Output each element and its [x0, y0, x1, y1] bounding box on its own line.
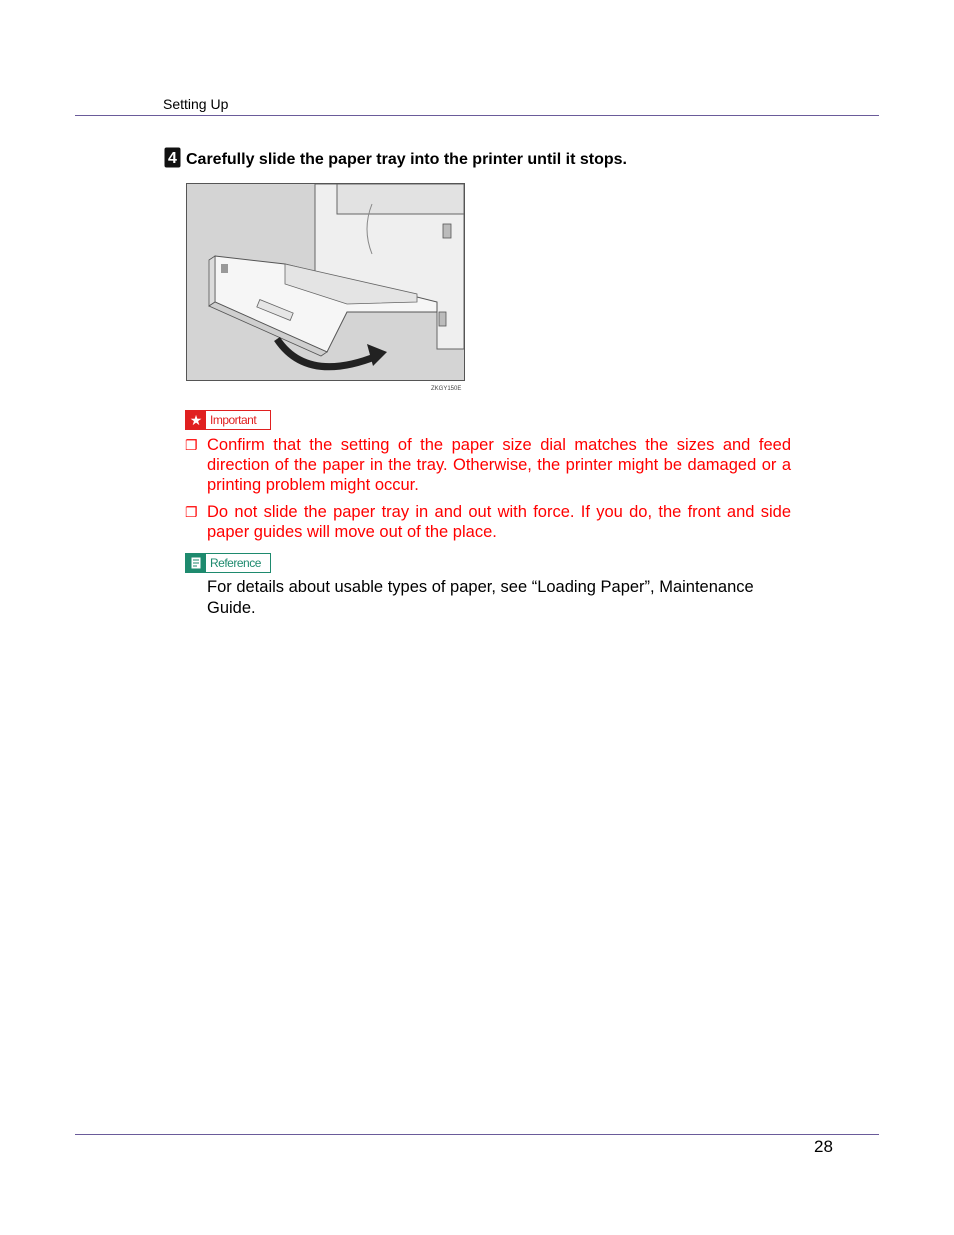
important-item-text: Do not slide the paper tray in and out with force. If you do, the front and side paper guides will move out of the place. [207, 503, 791, 541]
running-header: Setting Up [163, 96, 229, 112]
star-icon: ★ [186, 411, 206, 429]
important-item [185, 502, 791, 542]
step-number-badge [164, 147, 181, 168]
important-badge [185, 410, 271, 430]
footer-rule [75, 1134, 879, 1135]
page-number: 28 [814, 1137, 833, 1156]
header-rule [75, 115, 879, 116]
step-instruction: Carefully slide the paper tray into the printer until it stops. [186, 151, 627, 168]
important-item-text: Confirm that the setting of the paper size dial matches the sizes and feed direction of the paper in the tray. Otherwise, the printer might be damaged or a printing problem might occur. [207, 436, 791, 494]
checkbox-bullet-icon: ❐ [185, 437, 198, 453]
printer-tray-drawing [187, 184, 464, 380]
step-number: 4 [168, 150, 177, 167]
reference-label: Reference [206, 554, 270, 572]
reference-text: For details about usable types of paper, see “Loading Paper”, Maintenance Guide. [207, 578, 754, 617]
important-label: Important [206, 411, 270, 429]
figure-code: ZKGY150E [431, 386, 462, 392]
reference-badge [185, 553, 271, 573]
checkbox-bullet-icon: ❐ [185, 504, 198, 520]
document-icon [186, 554, 206, 572]
printer-tray-illustration [186, 183, 465, 381]
important-item [185, 435, 791, 495]
